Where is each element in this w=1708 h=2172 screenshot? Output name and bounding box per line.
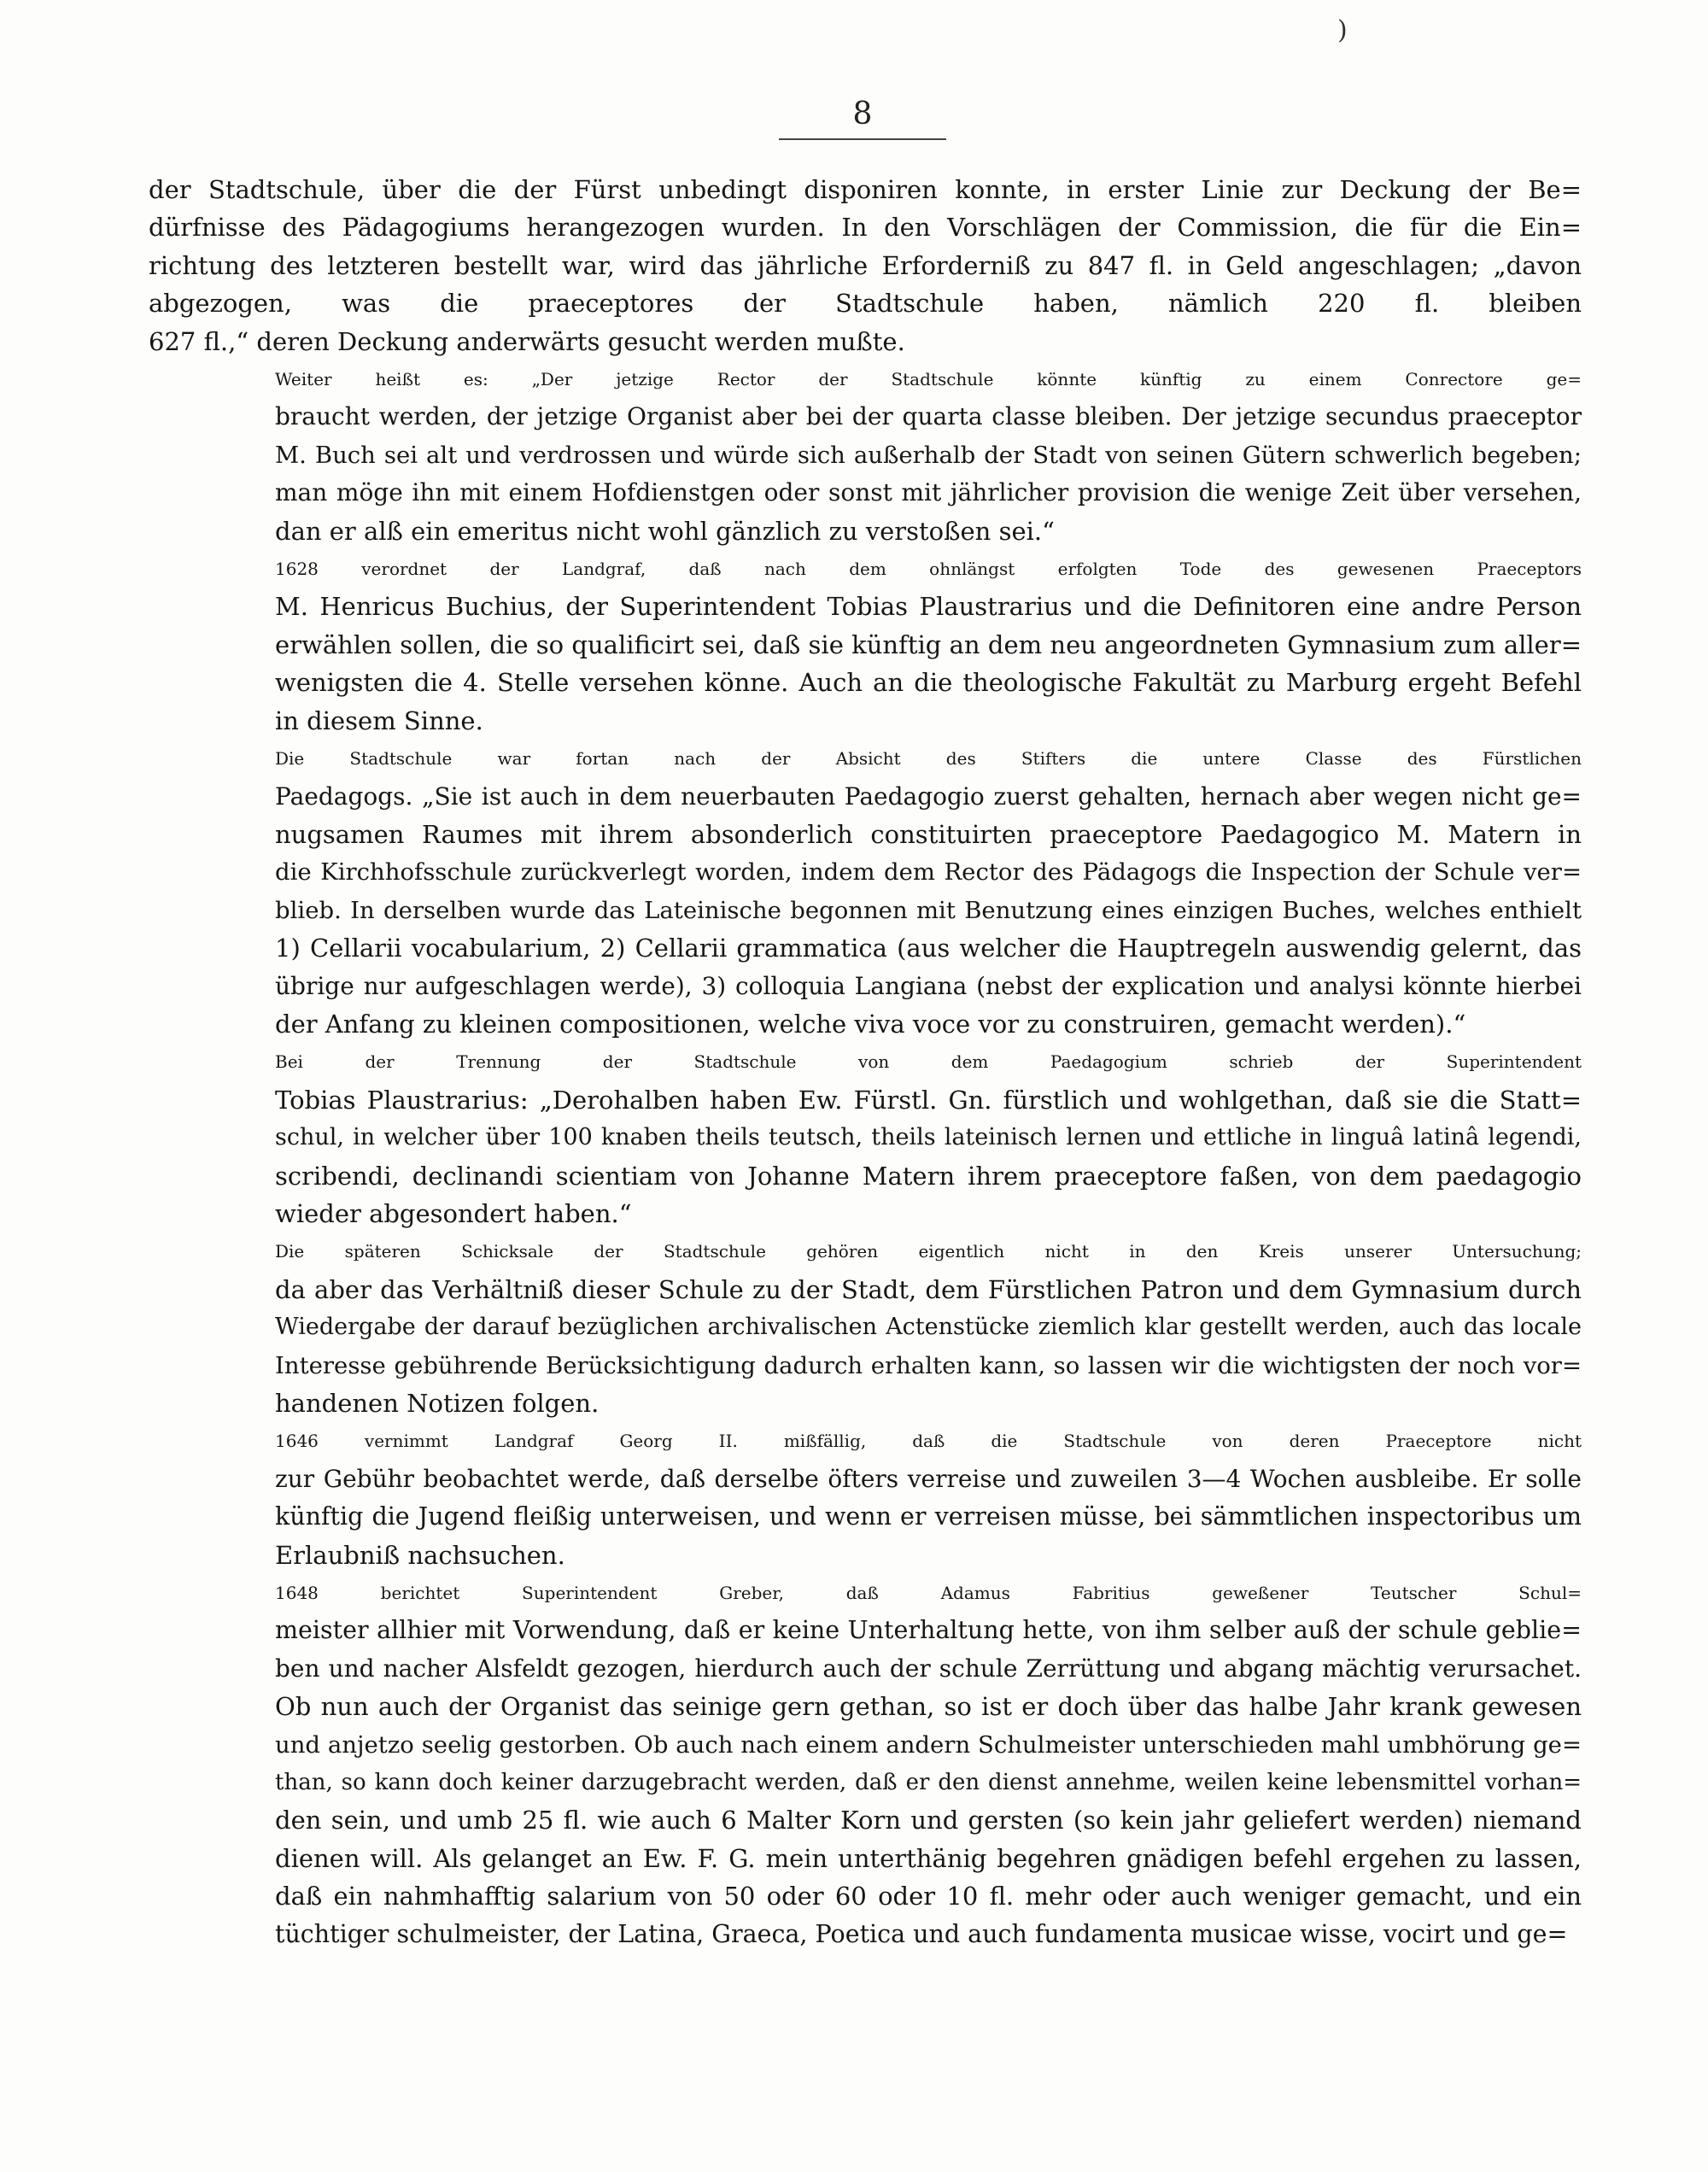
text-line: zur Gebühr beobachtet werde, daß derselbe öfters verreise und zuweilen 3—4 Wochen ausbleibe. Er solle [275, 1464, 1582, 1493]
paragraph [149, 550, 1582, 740]
text-line: Wiedergabe der darauf bezüglichen archivalischen Actenstücke ziemlich klar gestellt werden, auch das locale [275, 1314, 1582, 1341]
text-line: scribendi, declinandi scientiam von Johanne Matern ihrem praeceptore faßen, von dem paedagogio [275, 1161, 1582, 1191]
text-line: Die späteren Schicksale der Stadtschule gehören eigentlich nicht in den Kreis unserer Untersuchung; [275, 1241, 1582, 1262]
paragraph [149, 360, 1582, 550]
text-line: braucht werden, der jetzige Organist aber bei der quarta classe bleiben. Der jetzige secundus praeceptor [275, 402, 1582, 431]
text-line: abgezogen, was die praeceptores der Stadtschule haben, nämlich 220 fl. bleiben [149, 289, 1582, 319]
text-line: daß ein nahmhafftig salarium von 50 oder 60 oder 10 fl. mehr oder auch weniger gemacht, und ein [275, 1882, 1582, 1911]
text-line: tüchtiger schulmeister, der Latina, Graeca, Poetica und auch fundamenta musicae wisse, vocirt und ge= [275, 1919, 1568, 1948]
body-text [149, 171, 1582, 1953]
text-line: Bei der Trennung der Stadtschule von dem Paedagogium schrieb der Superintendent [275, 1051, 1582, 1073]
paragraph [149, 1043, 1582, 1232]
text-line: und anjetzo seelig gestorben. Ob auch nach einem andern Schulmeister unterschieden mahl umbhörung ge= [275, 1730, 1582, 1759]
paragraph [149, 1574, 1582, 1953]
text-line: übrige nur aufgeschlagen werde), 3) colloquia Langiana (nebst der explication und analysi könnte hierbei [275, 971, 1582, 1000]
text-line: M. Henricus Buchius, der Superintendent Tobias Plaustrarius und die Definitoren eine andre Person [275, 592, 1582, 622]
text-line: 1628 verordnet der Landgraf, daß nach dem ohnlängst erfolgten Tode des gewesenen Praeceptors [275, 559, 1582, 580]
text-line: wenigsten die 4. Stelle versehen könne. Auch an die theologische Fakultät zu Marburg ergeht Befehl [275, 668, 1582, 698]
corner-mark: ) [1337, 15, 1348, 45]
page-header [779, 96, 946, 140]
text-line: 1) Cellarii vocabularium, 2) Cellarii grammatica (aus welcher die Hauptregeln auswendig gelernt, das [275, 934, 1582, 963]
text-line: wieder abgesondert haben.“ [275, 1198, 632, 1228]
paragraph [149, 1422, 1582, 1574]
text-line: künftig die Jugend fleißig unterweisen, und wenn er verreisen müsse, bei sämmtlichen inspectoribus um [275, 1502, 1582, 1531]
text-line: schul, in welcher über 100 knaben theils teutsch, theils lateinisch lernen und ettliche in linguâ latinâ legendi, [275, 1124, 1582, 1151]
text-line: erwählen sollen, die so qualificirt sei, daß sie künftig an dem neu angeordneten Gymnasium zum aller= [275, 629, 1582, 659]
text-line: man möge ihn mit einem Hofdienstgen oder sonst mit jährlicher provision die wenige Zeit über versehen, [275, 478, 1582, 507]
text-line: Die Stadtschule war fortan nach der Absicht des Stifters die untere Classe des Fürstlichen [275, 748, 1582, 770]
header-rule [779, 138, 946, 140]
page-number: 8 [852, 97, 873, 132]
text-line: than, so kann doch keiner darzugebracht werden, daß er den dienst annehme, weilen keine lebensmittel vorhan= [275, 1770, 1582, 1796]
paragraph [149, 740, 1582, 1043]
text-line: handenen Notizen folgen. [275, 1389, 600, 1418]
text-line: Interesse gebührende Berücksichtigung dadurch erhalten kann, so lassen wir die wichtigsten der noch vor= [275, 1351, 1582, 1379]
text-line: Ob nun auch der Organist das seinige gern gethan, so ist er doch über das halbe Jahr krank gewesen [275, 1692, 1582, 1722]
text-line: blieb. In derselben wurde das Lateinische begonnen mit Benutzung eines einzigen Buches, welches enthielt [275, 896, 1582, 924]
text-line: Erlaubniß nachsuchen. [275, 1540, 565, 1570]
paragraph [149, 1232, 1582, 1422]
text-line: dan er alß ein emeritus nicht wohl gänzlich zu verstoßen sei.“ [275, 516, 1055, 546]
text-line: meister allhier mit Vorwendung, daß er keine Unterhaltung hette, von ihm selber auß der schule geblie= [275, 1616, 1582, 1645]
text-line: Paedagogs. „Sie ist auch in dem neuerbauten Paedagogio zuerst gehalten, hernach aber wegen nicht ge= [275, 782, 1582, 811]
text-line: 627 fl.,“ deren Deckung anderwärts gesucht werden mußte. [149, 326, 905, 356]
text-line: richtung des letzteren bestellt war, wird das jährliche Erforderniß zu 847 fl. in Geld angeschlagen; „davon [149, 250, 1582, 280]
text-line: ben und nacher Alsfeldt gezogen, hierdurch auch der schule Zerrüttung und abgang mächtig verursachet. [275, 1654, 1582, 1683]
text-line: in diesem Sinne. [275, 705, 483, 735]
text-line: Weiter heißt es: „Der jetzige Rector der Stadtschule könnte künftig zu einem Conrectore ge= [275, 369, 1582, 390]
text-line: den sein, und umb 25 fl. wie auch 6 Malter Korn und gersten (so kein jahr geliefert werden) niemand [275, 1806, 1582, 1835]
text-line: M. Buch sei alt und verdrossen und würde sich außerhalb der Stadt von seinen Gütern schwerlich begeben; [275, 441, 1582, 469]
paragraph [149, 171, 1582, 360]
text-line: Tobias Plaustrarius: „Derohalben haben Ew. Fürstl. Gn. fürstlich und wohlgethan, daß sie die Statt= [275, 1085, 1582, 1115]
text-line: dienen will. Als gelanget an Ew. F. G. mein unterthänig begehren gnädigen befehl ergehen zu lassen, [275, 1843, 1582, 1873]
text-line: 1648 berichtet Superintendent Greber, daß Adamus Fabritius geweßener Teutscher Schul= [275, 1583, 1582, 1604]
text-line: der Anfang zu kleinen compositionen, welche viva voce vor zu construiren, gemacht werden).“ [275, 1009, 1466, 1039]
text-line: nugsamen Raumes mit ihrem absonderlich constituirten praeceptore Paedagogico M. Matern in [275, 819, 1582, 849]
text-line: der Stadtschule, über die der Fürst unbedingt disponiren konnte, in erster Linie zur Deckung der Be= [149, 175, 1582, 204]
text-line: da aber das Verhältniß dieser Schule zu der Stadt, dem Fürstlichen Patron und dem Gymnasium durch [275, 1274, 1582, 1304]
text-line: dürfnisse des Pädagogiums herangezogen wurden. In den Vorschlägen der Commission, die für die Ein= [149, 213, 1582, 243]
text-line: die Kirchhofsschule zurückverlegt worden, indem dem Rector des Pädagogs die Inspection der Schule ver= [275, 858, 1582, 887]
text-line: 1646 vernimmt Landgraf Georg II. mißfällig, daß die Stadtschule von deren Praeceptore nicht [275, 1431, 1582, 1452]
